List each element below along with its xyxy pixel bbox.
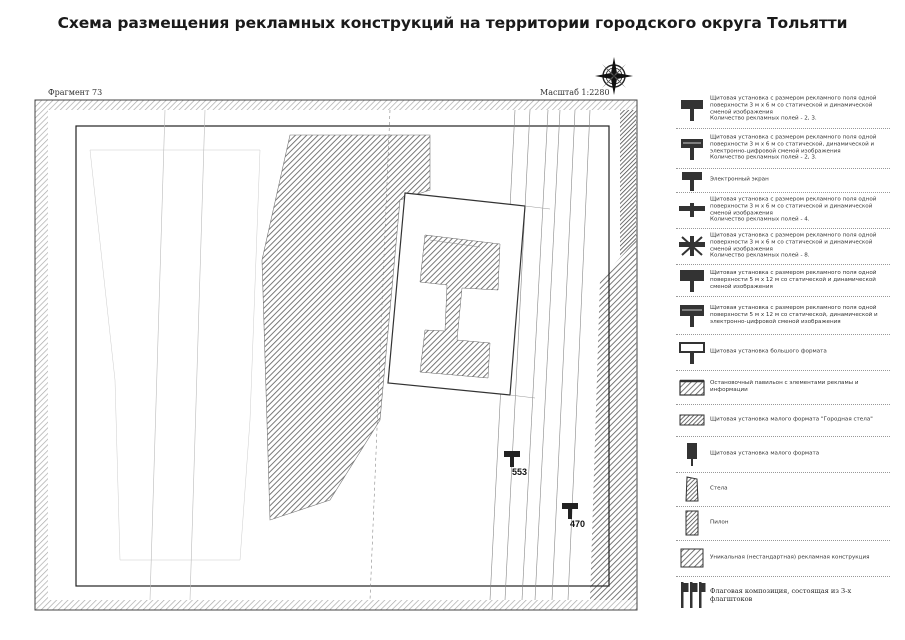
legend-item (676, 576, 890, 614)
legend-text: Щитовая установка малого формата "Городная стела" (710, 416, 873, 423)
legend-item (676, 90, 890, 129)
legend-text: Щитовая установка малого формата (710, 450, 820, 457)
legend-item (676, 370, 890, 405)
legend-item (676, 192, 890, 229)
billboard-4-fields-icon (678, 195, 706, 225)
legend-text: Остановочный павильон с элементами рекламы и информации (710, 380, 859, 393)
legend-text: Щитовая установка с размером рекламного поля одной поверхности 3 м х 6 м со статической, динамической и электронно-цифровой сменой изображения Количество рекламных полей - 2, 3. (710, 134, 877, 161)
small-format-board-icon (678, 439, 706, 469)
scale-label: Масштаб 1:2280 (540, 88, 610, 97)
legend-text: Щитовая установка с размером рекламного поля одной поверхности 3 м х 6 м со статической и динамической сменой изображения Количество рекламных полей - 4. (710, 196, 877, 223)
electronic-screen-icon (678, 165, 706, 195)
legend-item (676, 404, 890, 437)
legend-item (676, 540, 890, 577)
small-format-city-board-icon (678, 405, 706, 435)
legend-item (676, 334, 890, 371)
billboard-large-icon (678, 265, 706, 295)
bus-stop-pavilion-icon (678, 372, 706, 402)
legend-text: Щитовая установка с размером рекламного поля одной поверхности 3 м х 6 м со статической и динамической сменой изображения Количество рекламных полей - 8. (710, 232, 877, 259)
supersite-icon (678, 337, 706, 367)
sign-number-470: 470 (570, 519, 586, 529)
legend-text: Щитовая установка с размером рекламного поля одной поверхности 3 м х 6 м со статической и динамической сменой изображения Количество рекламных полей - 2, 3. (710, 95, 877, 122)
billboard-small-digital-icon (678, 133, 706, 163)
legend-item (676, 168, 890, 193)
map-legend (676, 90, 890, 615)
legend-text: Щитовая установка с размером рекламного поля одной поверхности 5 м х 12 м со статической, динамической и электронно-цифровой сменой изображения (710, 304, 878, 325)
billboard-small-icon (678, 94, 706, 124)
pylon-icon (678, 508, 706, 538)
legend-item (676, 296, 890, 335)
compass-rose-icon (594, 56, 634, 96)
legend-text: Электронный экран (710, 176, 769, 183)
legend-item (676, 506, 890, 541)
legend-text: Уникальная (нестандартная) рекламная конструкция (710, 554, 870, 561)
legend-text: Пилон (710, 519, 729, 526)
legend-item (676, 436, 890, 473)
fragment-label: Фрагмент 73 (48, 88, 103, 97)
legend-text: Щитовая установка с размером рекламного поля одной поверхности 5 м х 12 м со статической и динамической сменой изображения (710, 269, 877, 290)
legend-item (676, 264, 890, 297)
unique-structure-icon (678, 543, 706, 573)
flag-composition-icon (678, 580, 706, 610)
legend-text: Стела (710, 485, 728, 492)
billboard-large-digital-icon (678, 300, 706, 330)
legend-text: Флаговая композиция, состоящая из 3-х флагштоков (710, 587, 852, 603)
legend-item (676, 472, 890, 507)
legend-text: Щитовая установка большого формата (710, 348, 827, 355)
legend-item (676, 128, 890, 169)
sign-number-553: 553 (512, 467, 528, 477)
stele-icon (678, 474, 706, 504)
legend-item (676, 228, 890, 265)
page-title: Схема размещения рекламных конструкций на территории городского округа Тольятти (57, 14, 848, 32)
billboard-8-fields-icon (678, 231, 706, 261)
